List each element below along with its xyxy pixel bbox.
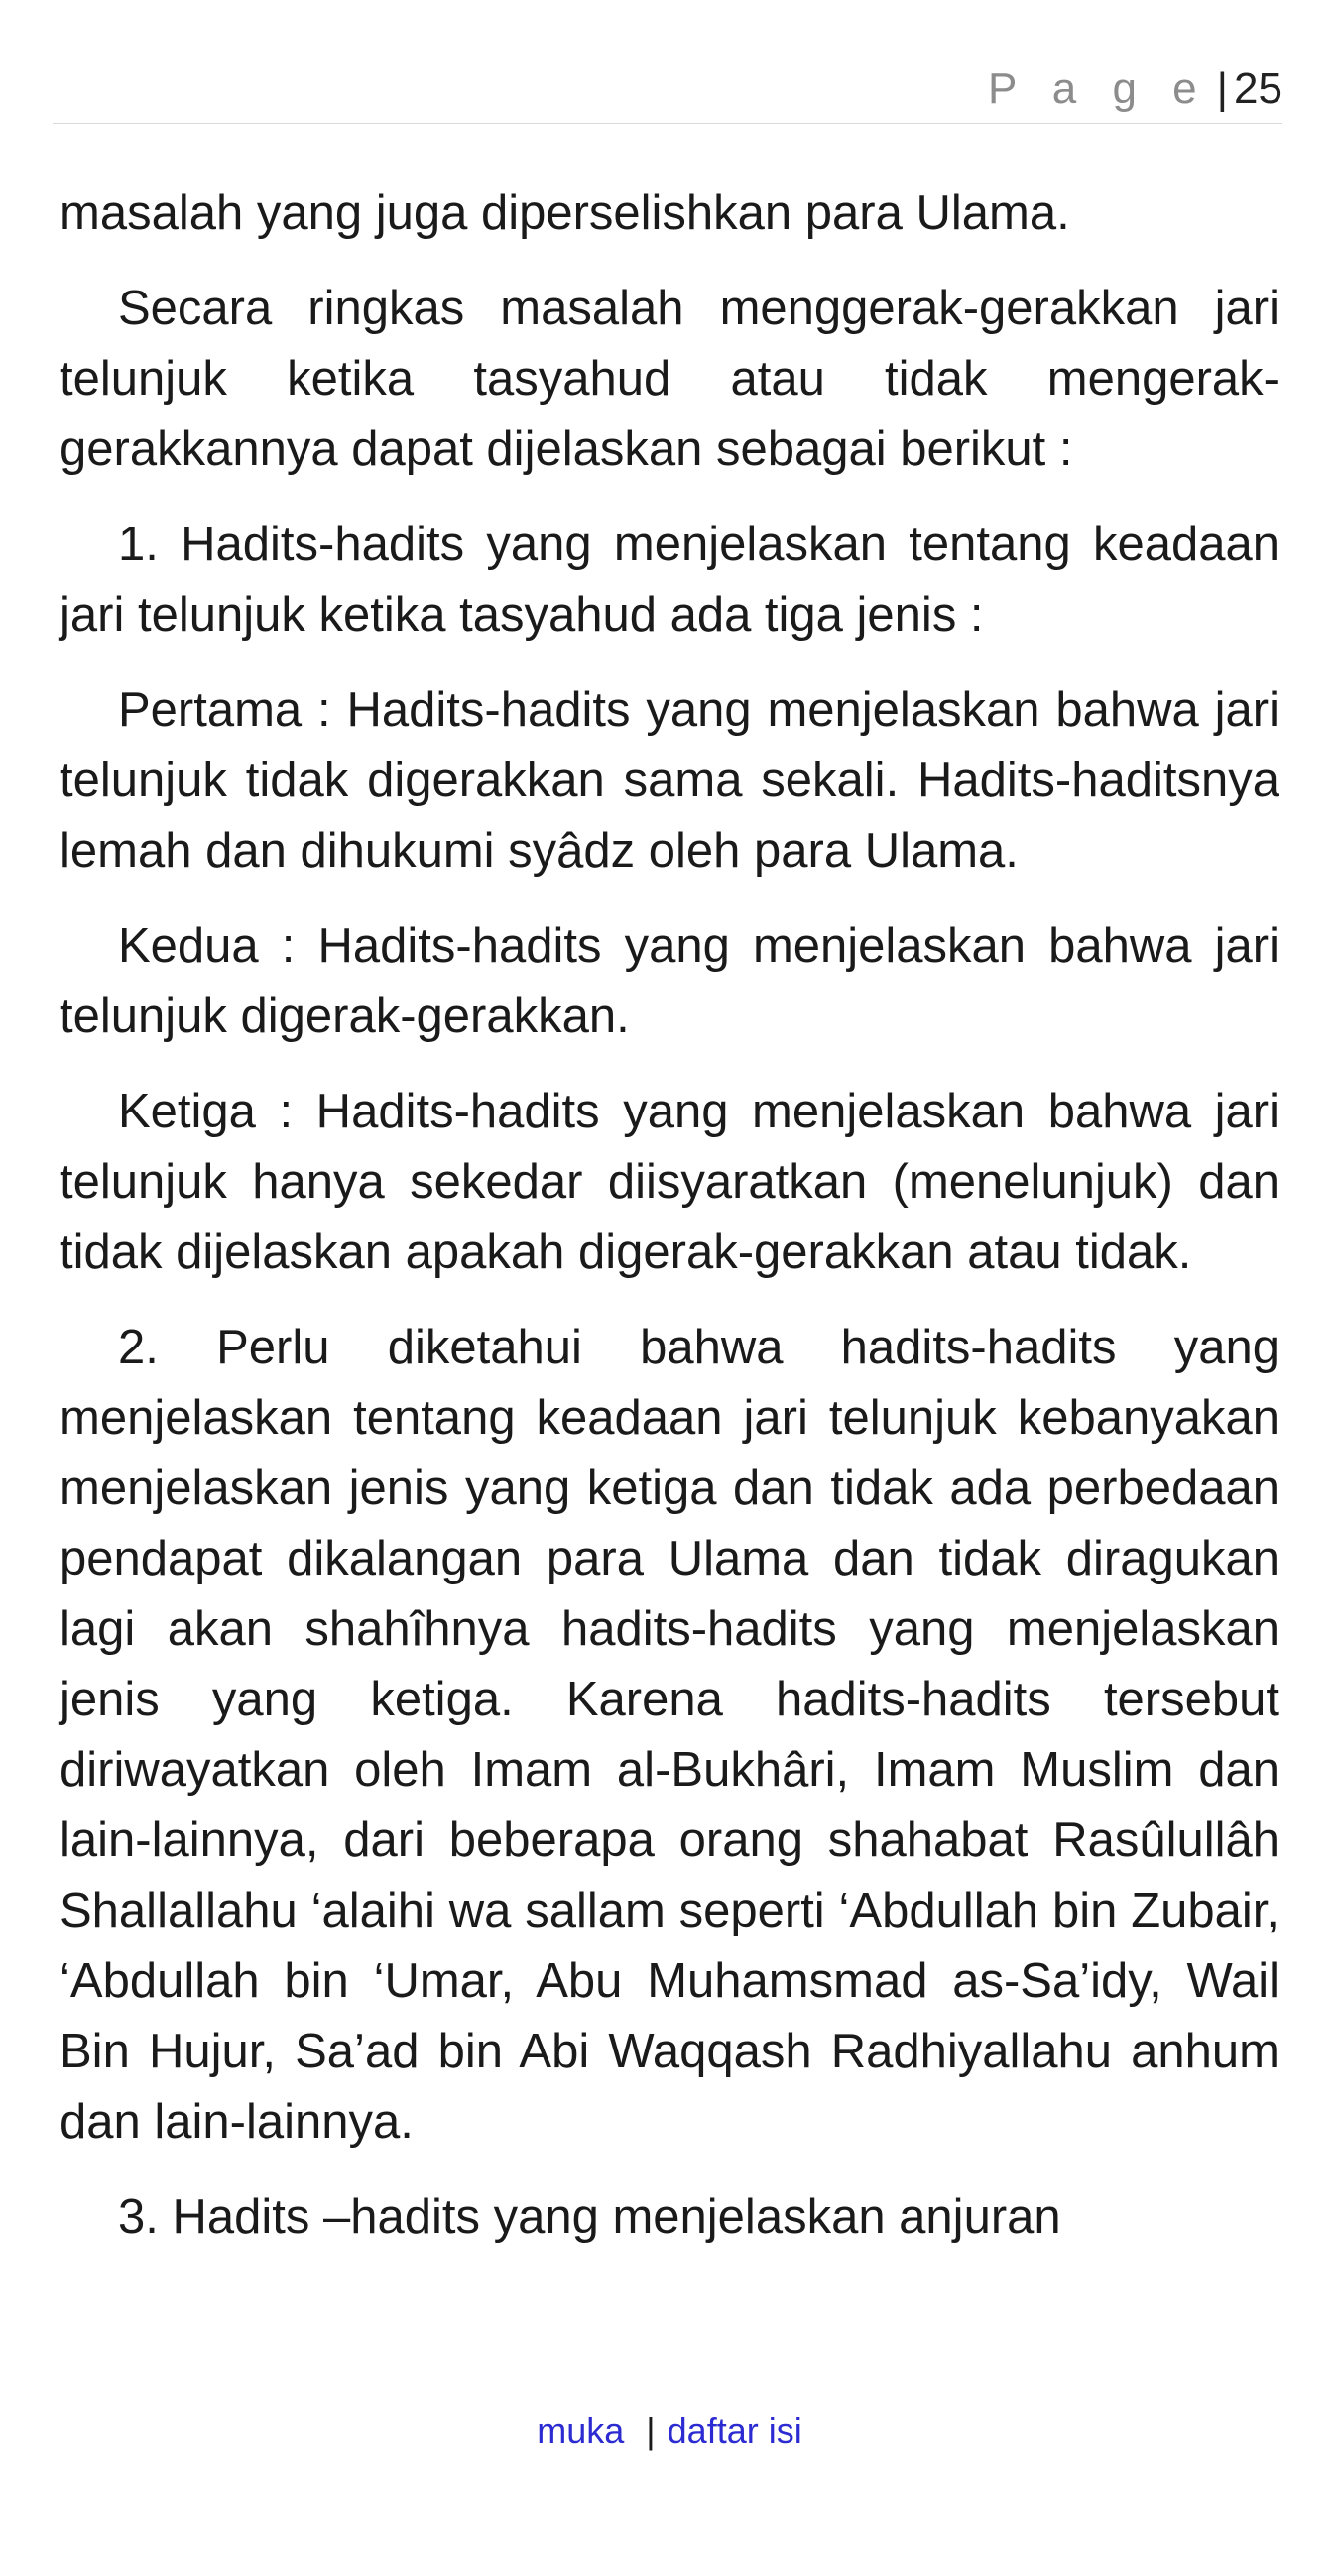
paragraph-point-3: 3. Hadits –hadits yang menjelaskan anjuran (118, 2190, 1061, 2244)
paragraph-continuation: masalah yang juga diperselishkan para Ulama. (60, 186, 1070, 240)
document-body (60, 178, 1279, 2253)
paragraph-point-2: 2. Perlu diketahui bahwa hadits-hadits yang menjelaskan tentang keadaan jari telunjuk kebanyakan menjelaskan jenis yang ketiga dan tidak ada perbedaan pendapat dikalangan para Ulama dan tidak diragukan lagi akan shahîhnya hadits-hadits yang menjelaskan jenis yang ketiga. Karena hadits-hadits tersebut diriwayatkan oleh Imam al-Bukhâri, Imam Muslim dan lain-lainnya, dari beberapa orang shahabat Rasûlullâh Shallallahu ‘alaihi wa sallam seperti ‘Abdullah bin Zubair, ‘Abdullah bin ‘Umar, Abu Muhamsmad as-Sa’idy, Wail Bin Hujur, Sa’ad bin Abi Waqqash Radhiyallahu anhum dan lain-lainnya. (60, 1321, 1279, 2149)
paragraph-intro: Secara ringkas masalah menggerak-gerakkan jari telunjuk ketika tasyahud atau tidak mengerak-gerakkannya dapat dijelaskan sebagai berikut : (60, 282, 1279, 476)
page-separator: | (1216, 64, 1229, 113)
cover-link[interactable]: muka (537, 2410, 625, 2451)
paragraph-third-type: Ketiga : Hadits-hadits yang menjelaskan bahwa jari telunjuk hanya sekedar diisyaratkan (menelunjuk) dan tidak dijelaskan apakah digerak-gerakkan atau tidak. (60, 1085, 1279, 1279)
page-number: 25 (1234, 64, 1282, 113)
table-of-contents-link[interactable]: daftar isi (667, 2410, 802, 2451)
page-word: P a g e (987, 64, 1209, 113)
page-header (53, 59, 1282, 124)
paragraph-point-1: 1. Hadits-hadits yang menjelaskan tentang keadaan jari telunjuk ketika tasyahud ada tiga jenis : (60, 518, 1279, 642)
paragraph-first-type: Pertama : Hadits-hadits yang menjelaskan bahwa jari telunjuk tidak digerakkan sama sekali. Hadits-haditsnya lemah dan dihukumi syâdz oleh para Ulama. (60, 683, 1279, 878)
paragraph-second-type: Kedua : Hadits-hadits yang menjelaskan bahwa jari telunjuk digerak-gerakkan. (60, 919, 1279, 1043)
footer-separator: | (646, 2410, 656, 2451)
page-number-label (988, 61, 1282, 117)
footer-navigation (0, 2407, 1339, 2455)
